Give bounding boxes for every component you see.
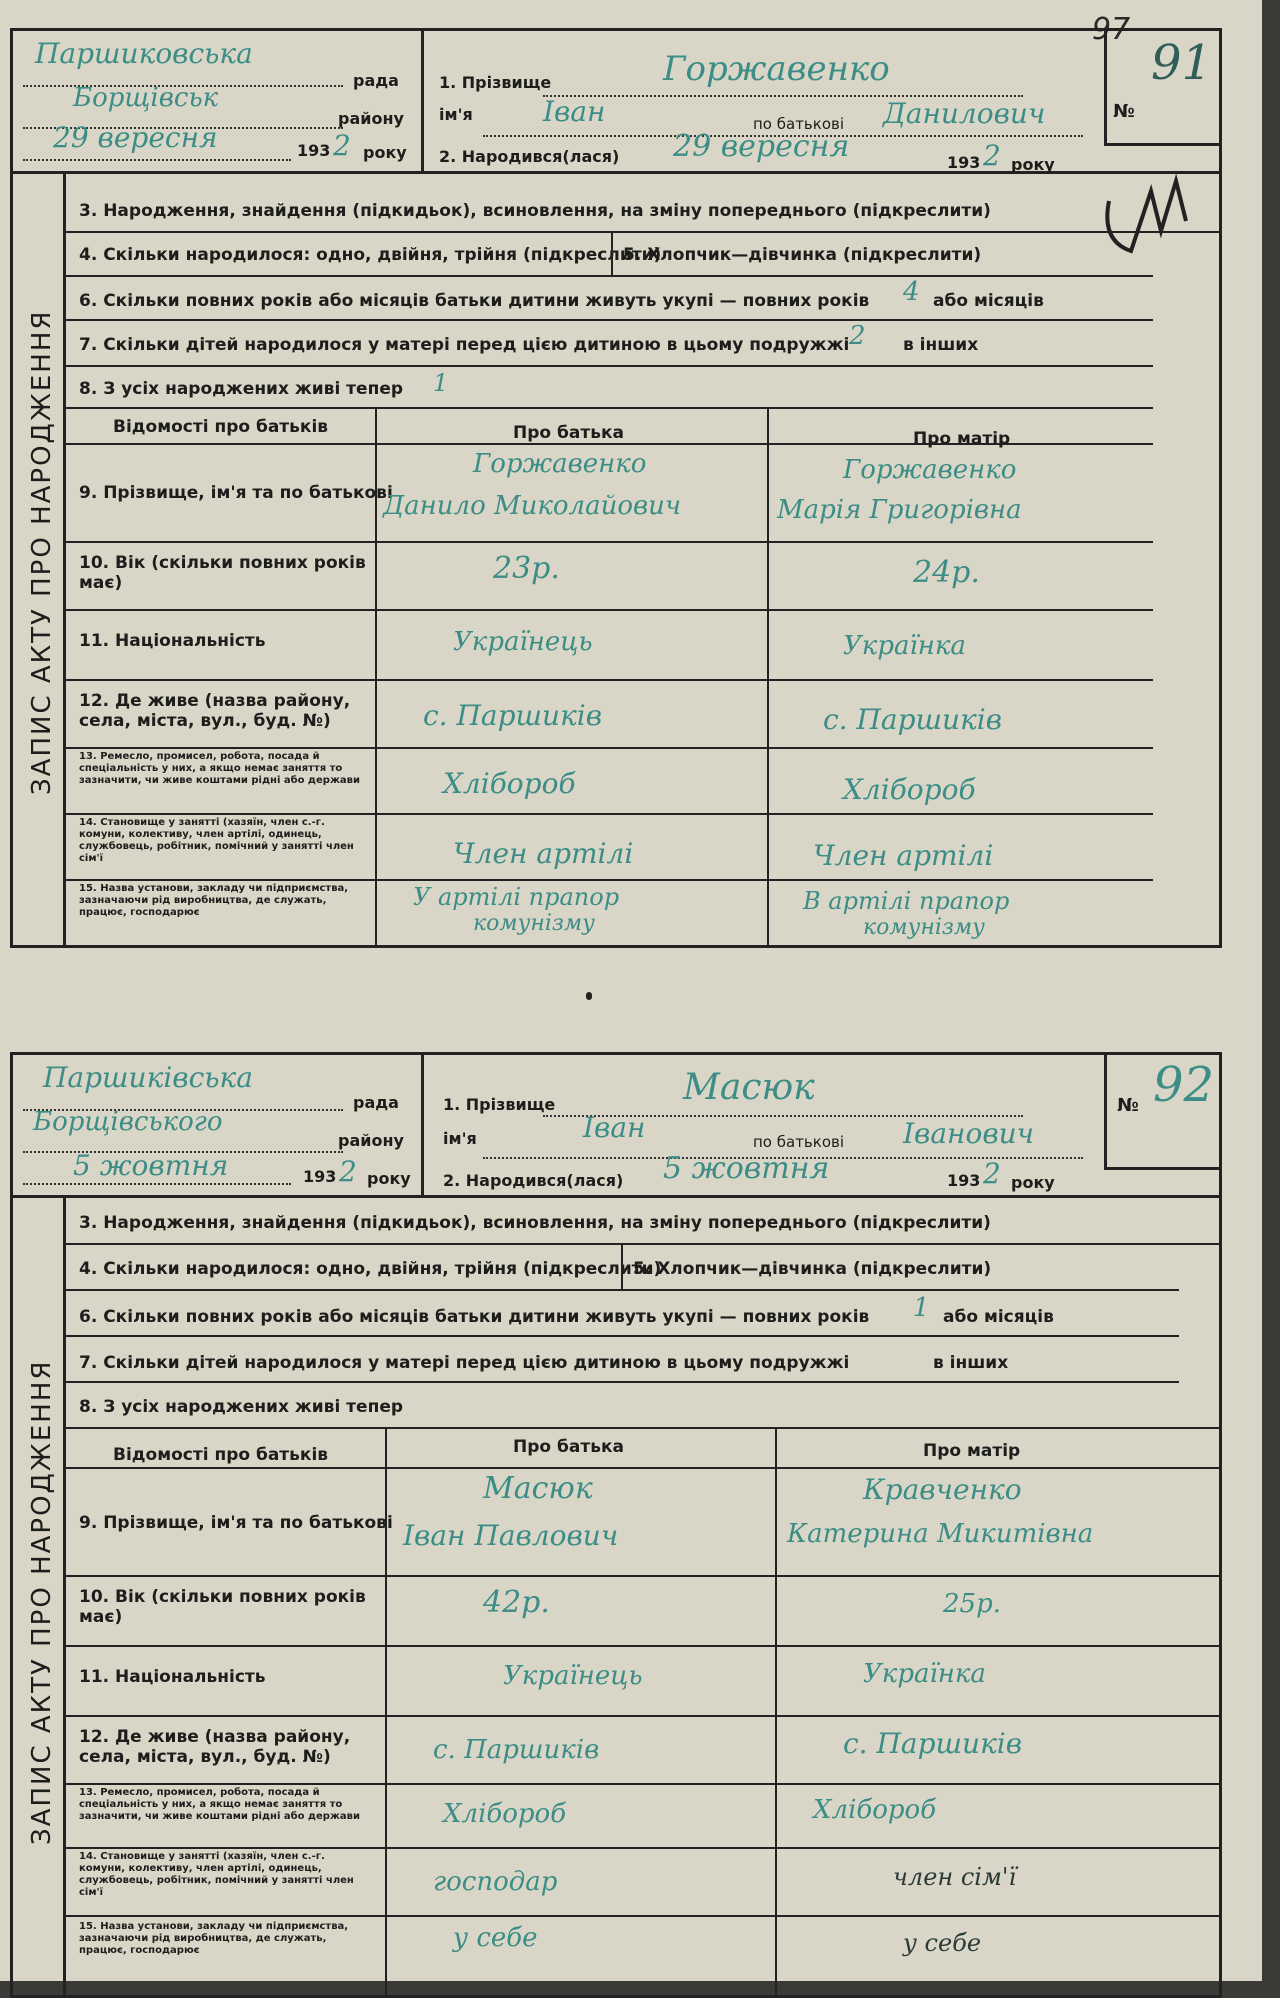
born-year-digit: 2 [983,1157,1001,1190]
ink-dot [586,992,592,1000]
surname-label: 1. Прізвище [439,73,552,92]
mother-workplace-line2: комунізму [863,915,985,940]
father-given-names: Іван Павлович [403,1519,619,1552]
father-status: господар [433,1867,558,1897]
name-label: ім'я [439,105,473,124]
row-14-label: 14. Становище у занятті (хазяїн, член с.-г. комуни, колективу, член артілі, одинець, службовець, робітник, помічний у занятті член сім'ї [79,1851,354,1898]
mother-workplace: у себе [903,1929,982,1957]
father-residence: с. Паршиків [423,699,603,732]
mother-surname: Кравченко [863,1473,1022,1506]
row-15-label: 15. Назва установи, закладу чи підприємства, зазначаючи рід виробництва, де служать, працює, господарює [79,1921,349,1956]
father-age: 23р. [493,551,560,586]
item-6-label: 6. Скільки повних років або місяців батьки дитини живуть укупі — повних років [79,1307,870,1327]
year-prefix: 193 [303,1167,337,1186]
row-12-label: 12. Де живе (назва району, села, міста, вул., буд. №) [79,691,351,731]
father-residence: с. Паршиків [433,1735,600,1765]
record-number: 91 [1151,35,1213,91]
council-name: Паршиківська [43,1061,253,1094]
item-5-label: 5. Хлопчик—дівчинка (підкреслити) [623,245,982,265]
child-name: Іван [583,1111,646,1144]
birth-record-1 [10,28,1222,948]
row-9-label: 9. Прізвище, ім'я та по батькові [79,1513,393,1533]
item-8-label: 8. З усіх народжених живі тепер [79,1397,404,1417]
mother-status: член сім'ї [893,1863,1017,1891]
years-together: 1 [913,1293,930,1323]
council-block [13,31,424,171]
child-name: Іван [543,95,606,128]
record-header [13,31,1219,174]
born-year-label: року [1011,155,1055,174]
registration-date: 29 вересня [53,121,218,154]
father-nationality: Українець [503,1661,643,1691]
row-14-label: 14. Становище у занятті (хазяїн, член с.-г. комуни, колективу, член артілі, одинець, службовець, робітник, помічний у занятті член сім'ї [79,817,354,864]
record-header [13,1055,1219,1198]
year-label: року [367,1169,411,1188]
year-digit: 2 [339,1155,357,1188]
item-7b-label: в інших [933,1353,1009,1373]
number-sign: № [1117,1095,1139,1116]
born-year-prefix: 193 [947,153,981,172]
row-13-label: 13. Ремесло, промисел, робота, посада й спеціальність у них, а якщо немає заняття то зазначити, чи живе коштами рідні або держави [79,1787,360,1822]
patronymic-label: по батькові [753,115,845,133]
item-4-label: 4. Скільки народилося: одно, двійня, трійня (підкреслити) [79,1259,662,1279]
father-surname: Масюк [483,1471,593,1506]
council-label: рада [353,1093,399,1112]
name-label: ім'я [443,1129,477,1148]
mother-nationality: Українка [843,631,966,661]
mother-occupation: Хлібороб [813,1795,937,1825]
mother-status: Член артілі [813,839,994,872]
mother-age: 24р. [913,555,980,590]
mother-given-names: Марія Григорівна [777,495,1022,525]
father-header: Про батька [513,423,624,443]
patronymic-label: по батькові [753,1133,845,1151]
district-label: району [338,109,404,128]
row-10-label: 10. Вік (скільки повних років має) [79,1587,366,1627]
mother-occupation: Хлібороб [843,773,976,806]
record-number-box [1104,31,1219,146]
district-name: Борщівського [33,1107,223,1137]
father-workplace-line2: комунізму [473,911,595,936]
mother-residence: с. Паршиків [823,703,1003,736]
item-7-label: 7. Скільки дітей народилося у матері перед цією дитиною в цьому подружжі [79,1353,850,1373]
parents-header: Відомості про батьків [113,1445,329,1465]
item-6-label: 6. Скільки повних років або місяців батьки дитини живуть укупі — повних років [79,291,870,311]
father-workplace: у себе [453,1923,538,1953]
registrar-mark [1091,161,1201,271]
side-title: ЗАПИС АКТУ ПРО НАРОДЖЕННЯ [27,1359,57,1845]
number-sign: № [1113,101,1135,122]
father-nationality: Українець [453,627,593,657]
item-7b-label: в інших [903,335,979,355]
alive-now: 1 [433,369,449,397]
row-10-label: 10. Вік (скільки повних років має) [79,553,366,593]
record-number-box [1104,1055,1219,1170]
item-8-label: 8. З усіх народжених живі тепер [79,379,404,399]
row-11-label: 11. Національність [79,1667,266,1687]
father-workplace-line1: У артілі прапор [413,883,620,911]
child-patronymic: Данилович [883,97,1046,130]
item-6b-label: або місяців [943,1307,1054,1327]
council-name: Паршиковська [35,37,253,70]
born-label: 2. Народився(лася) [439,147,620,166]
registration-date: 5 жовтня [73,1149,229,1182]
years-together: 4 [903,277,920,307]
record-number: 92 [1153,1057,1215,1113]
child-surname: Масюк [683,1067,815,1108]
mother-workplace-line1: В артілі прапор [803,887,1010,915]
surname-label: 1. Прізвище [443,1095,556,1114]
father-surname: Горжавенко [473,449,647,479]
birth-date: 29 вересня [673,129,850,164]
mother-residence: с. Паршиків [843,1727,1023,1760]
father-given-names: Данило Миколайович [383,491,682,521]
born-label: 2. Народився(лася) [443,1171,624,1190]
father-occupation: Хлібороб [443,1799,567,1829]
side-title: ЗАПИС АКТУ ПРО НАРОДЖЕННЯ [27,309,57,795]
item-3-label: 3. Народження, знайдення (підкидьок), всиновлення, на зміну попереднього (підкреслити) [79,201,991,221]
parents-header: Відомості про батьків [113,417,329,437]
child-surname: Горжавенко [663,49,890,89]
row-13-label: 13. Ремесло, промисел, робота, посада й спеціальність у них, а якщо немає заняття то зазначити, чи живе коштами рідні або держави [79,751,360,786]
district-name: Борщівськ [73,83,219,113]
born-year-prefix: 193 [947,1171,981,1190]
row-12-label: 12. Де живе (назва району, села, міста, вул., буд. №) [79,1727,351,1767]
page-number: 97 [1092,12,1131,47]
father-age: 42р. [483,1585,550,1620]
year-label: року [363,143,407,162]
child-patronymic: Іванович [903,1117,1035,1150]
mother-surname: Горжавенко [843,455,1017,485]
item-5-label: 5. Хлопчик—дівчинка (підкреслити) [633,1259,992,1279]
item-3-label: 3. Народження, знайдення (підкидьок), всиновлення, на зміну попереднього (підкреслити) [79,1213,991,1233]
year-prefix: 193 [297,141,331,160]
father-status: Член артілі [453,837,634,870]
birth-record-2 [10,1052,1222,1998]
mother-nationality: Українка [863,1659,986,1689]
row-9-label: 9. Прізвище, ім'я та по батькові [79,483,393,503]
born-year-digit: 2 [983,139,1001,172]
side-title-column [13,171,66,945]
children-before: 2 [849,321,866,351]
district-label: району [338,1131,404,1150]
mother-header: Про матір [923,1441,1021,1461]
item-6b-label: або місяців [933,291,1044,311]
row-11-label: 11. Національність [79,631,266,651]
mother-age: 25р. [943,1589,1001,1619]
mother-header: Про матір [913,429,1011,449]
row-15-label: 15. Назва установи, закладу чи підприємства, зазначаючи рід виробництва, де служать, працює, господарює [79,883,349,918]
born-year-label: року [1011,1173,1055,1192]
father-occupation: Хлібороб [443,767,576,800]
council-label: рада [353,71,399,90]
father-header: Про батька [513,1437,624,1457]
birth-date: 5 жовтня [663,1151,830,1186]
item-4-label: 4. Скільки народилося: одно, двійня, трійня (підкреслити) [79,245,662,265]
item-7-label: 7. Скільки дітей народилося у матері перед цією дитиною в цьому подружжі [79,335,850,355]
council-block [13,1055,424,1195]
year-digit: 2 [333,129,351,162]
side-title-column [13,1195,66,1995]
mother-given-names: Катерина Микитівна [787,1519,1094,1549]
